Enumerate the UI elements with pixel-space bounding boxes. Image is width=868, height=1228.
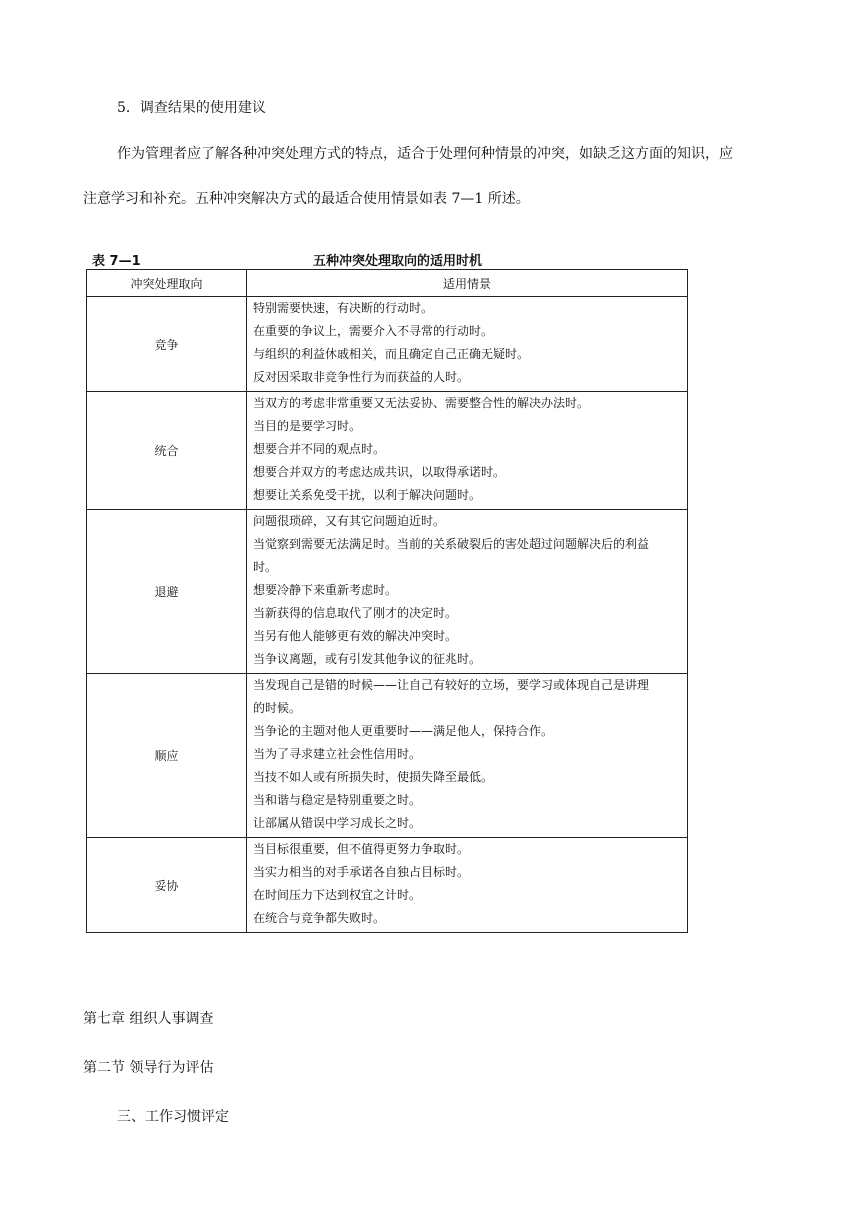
situation-line: 当争议离题，或有引发其他争议的征兆时。 bbox=[253, 652, 482, 666]
table-row bbox=[87, 674, 688, 838]
table-title: 五种冲突处理取向的适用时机 bbox=[313, 254, 483, 269]
situations-cell bbox=[247, 838, 688, 933]
section-title: 第二节 领导行为评估 bbox=[83, 1060, 214, 1076]
situation-line: 当双方的考虑非常重要又无法妥协、需要整合性的解决办法时。 bbox=[253, 396, 590, 410]
situations-cell bbox=[247, 392, 688, 510]
situation-line: 当目的是要学习时。 bbox=[253, 419, 362, 433]
situation-line: 的时候。 bbox=[253, 701, 302, 715]
situation-line: 当争论的主题对他人更重要时——满足他人，保持合作。 bbox=[253, 724, 554, 738]
situation-line: 反对因采取非竞争性行为而获益的人时。 bbox=[253, 370, 470, 384]
situation-line: 当觉察到需要无法满足时。当前的关系破裂后的害处超过问题解决后的利益 bbox=[253, 537, 650, 551]
situation-line: 当为了寻求建立社会性信用时。 bbox=[253, 747, 422, 761]
situation-line: 当发现自己是错的时候——让自己有较好的立场，要学习或体现自己是讲理 bbox=[253, 678, 650, 692]
table-row bbox=[87, 392, 688, 510]
conflict-mode-cell: 退避 bbox=[87, 510, 247, 674]
situations-cell bbox=[247, 297, 688, 392]
table-row bbox=[87, 510, 688, 674]
situation-line: 在重要的争议上，需要介入不寻常的行动时。 bbox=[253, 324, 494, 338]
column-header-situation: 适用情景 bbox=[247, 270, 688, 297]
situation-line: 问题很琐碎，又有其它问题迫近时。 bbox=[253, 514, 446, 528]
column-header-mode: 冲突处理取向 bbox=[87, 270, 247, 297]
subsection-title: 三、工作习惯评定 bbox=[117, 1109, 229, 1125]
conflict-handling-table bbox=[86, 269, 688, 933]
conflict-mode-cell: 统合 bbox=[87, 392, 247, 510]
intro-paragraph-line-2: 注意学习和补充。五种冲突解决方式的最适合使用情景如表 7—1 所述。 bbox=[83, 191, 530, 207]
situation-line: 想要让关系免受干扰，以利于解决问题时。 bbox=[253, 488, 482, 502]
situation-line: 当技不如人或有所损失时，使损失降至最低。 bbox=[253, 770, 494, 784]
section-heading: 5．调查结果的使用建议 bbox=[117, 100, 266, 116]
situations-cell bbox=[247, 674, 688, 838]
situation-line: 当另有他人能够更有效的解决冲突时。 bbox=[253, 629, 458, 643]
conflict-mode-cell: 顺应 bbox=[87, 674, 247, 838]
situation-line: 在时间压力下达到权宜之计时。 bbox=[253, 888, 422, 902]
situation-line: 想要合并不同的观点时。 bbox=[253, 442, 386, 456]
table-row bbox=[87, 838, 688, 933]
table-header-row bbox=[87, 270, 688, 297]
conflict-mode-cell: 妥协 bbox=[87, 838, 247, 933]
situation-line: 在统合与竞争都失败时。 bbox=[253, 911, 386, 925]
situation-line: 特别需要快速，有决断的行动时。 bbox=[253, 301, 434, 315]
situation-line: 想要冷静下来重新考虑时。 bbox=[253, 583, 398, 597]
situation-line: 当新获得的信息取代了刚才的决定时。 bbox=[253, 606, 458, 620]
situation-line: 时。 bbox=[253, 560, 278, 574]
situation-line: 当和谐与稳定是特别重要之时。 bbox=[253, 793, 422, 807]
situation-line: 当实力相当的对手承诺各自独占目标时。 bbox=[253, 865, 470, 879]
conflict-mode-cell: 竞争 bbox=[87, 297, 247, 392]
intro-paragraph-line-1: 作为管理者应了解各种冲突处理方式的特点，适合于处理何种情景的冲突，如缺乏这方面的知识，应 bbox=[117, 146, 733, 162]
table-row bbox=[87, 297, 688, 392]
situations-cell bbox=[247, 510, 688, 674]
situation-line: 让部属从错误中学习成长之时。 bbox=[253, 816, 422, 830]
table-body bbox=[87, 297, 688, 933]
situation-line: 想要合并双方的考虑达成共识，以取得承诺时。 bbox=[253, 465, 506, 479]
situation-line: 与组织的利益休戚相关，而且确定自己正确无疑时。 bbox=[253, 347, 530, 361]
table-number: 表 7—1 bbox=[92, 254, 141, 269]
situation-line: 当目标很重要，但不值得更努力争取时。 bbox=[253, 842, 470, 856]
chapter-title: 第七章 组织人事调查 bbox=[83, 1011, 214, 1027]
